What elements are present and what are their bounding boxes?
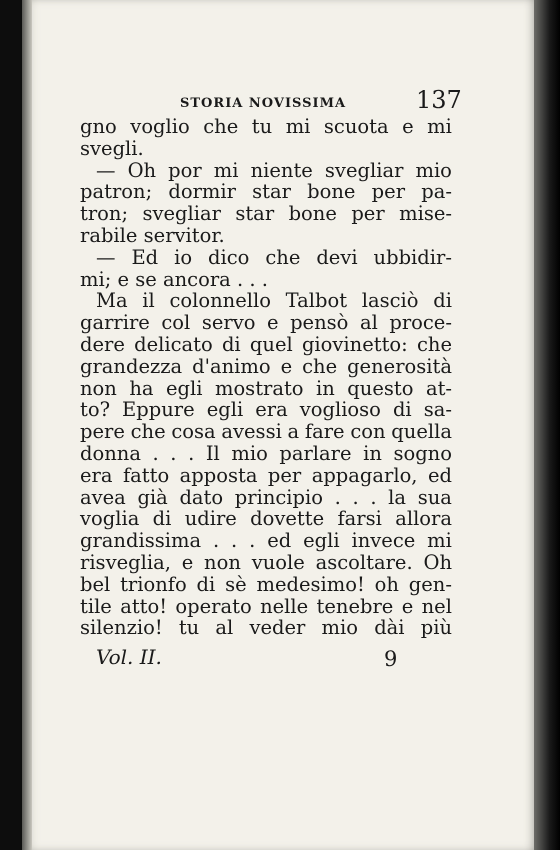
text-line: silenzio! tu al veder mio dài più xyxy=(80,616,452,640)
text-line: bel trionfo di sè medesimo! oh gen- xyxy=(80,572,452,596)
signature-mark: 9 xyxy=(384,647,398,672)
page-edge-shadow xyxy=(534,0,560,850)
book-page xyxy=(22,0,534,850)
text-line: garrire col servo e pensò al proce- xyxy=(80,311,452,335)
text-line: era fatto apposta per appagarlo, ed xyxy=(80,463,452,487)
text-line: donna . . . Il mio parlare in sogno xyxy=(80,441,452,465)
text-line: grandissima . . . ed egli invece mi xyxy=(80,529,452,553)
text-line: gno voglio che tu mi scuota e mi xyxy=(80,115,452,138)
text-line: — Ed io dico che devi ubbidir- xyxy=(96,245,452,269)
text-line: avea già dato principio . . . la sua xyxy=(80,485,452,509)
page-footer xyxy=(80,645,452,679)
text-line: Ma il colonnello Talbot lasciò di xyxy=(96,289,452,313)
text-line: non ha egli mostrato in questo at- xyxy=(80,376,452,400)
text-line: grandezza d'animo e che generosità xyxy=(80,354,452,378)
text-line: voglia di udire dovette farsi allora xyxy=(80,507,452,531)
volume-label: Vol. II. xyxy=(96,645,162,670)
text-line: to? Eppure egli era voglioso di sa- xyxy=(80,398,452,422)
text-line: patron; dormir star bone per pa- xyxy=(80,180,452,204)
page-number: 137 xyxy=(416,86,462,114)
body-text xyxy=(80,116,452,639)
text-line: dere delicato di quel giovinetto: che xyxy=(80,332,452,356)
text-line: — Oh por mi niente svegliar mio xyxy=(96,158,452,182)
text-line: svegli. xyxy=(80,136,144,160)
text-line: tron; svegliar star bone per mise- xyxy=(80,202,452,226)
text-line: mi; e se ancora . . . xyxy=(80,267,268,291)
running-title: STORIA NOVISSIMA xyxy=(180,96,347,111)
text-line: rabile servitor. xyxy=(80,223,225,247)
page-text-block xyxy=(80,86,462,679)
running-head xyxy=(80,86,462,116)
binding-shadow xyxy=(22,0,32,850)
text-line: tile atto! operato nelle tenebre e nel xyxy=(80,594,452,618)
text-line: pere che cosa avessi a fare con quella xyxy=(80,420,452,444)
text-line: risveglia, e non vuole ascoltare. Oh xyxy=(80,550,452,574)
